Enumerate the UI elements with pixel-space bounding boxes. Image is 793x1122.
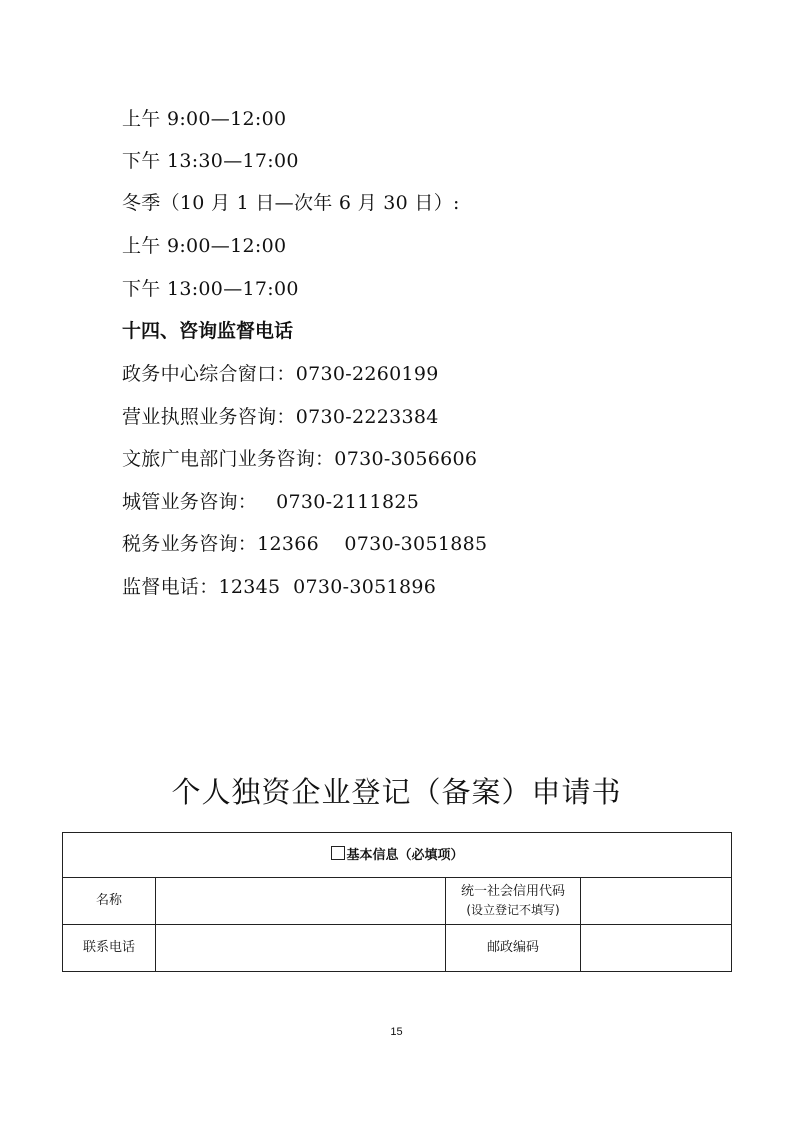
credit-code-label bbox=[446, 878, 581, 925]
credit-code-note: (设立登记不填写) bbox=[466, 903, 560, 917]
hours-summer-pm: 下午 13:30—17:00 bbox=[122, 150, 299, 172]
credit-code-field[interactable] bbox=[581, 878, 732, 925]
page-number: 15 bbox=[390, 1026, 403, 1038]
section-checkbox[interactable] bbox=[331, 846, 345, 860]
name-label: 名称 bbox=[63, 878, 156, 925]
contact-line: 税务业务咨询：12366 0730-3051885 bbox=[122, 533, 488, 555]
phone-field[interactable] bbox=[156, 925, 446, 972]
form-title: 个人独资企业登记（备案）申请书 bbox=[171, 775, 622, 809]
section-heading-contact: 十四、咨询监督电话 bbox=[122, 320, 294, 342]
contact-line: 文旅广电部门业务咨询：0730-3056606 bbox=[122, 448, 478, 470]
basic-info-table bbox=[62, 832, 732, 972]
section-header bbox=[63, 833, 732, 878]
credit-code-label-text: 统一社会信用代码 bbox=[460, 884, 565, 899]
table-row bbox=[63, 925, 732, 972]
contact-line: 政务中心综合窗口：0730-2260199 bbox=[122, 363, 439, 385]
postal-code-label: 邮政编码 bbox=[446, 925, 581, 972]
name-field[interactable] bbox=[156, 878, 446, 925]
contact-line: 城管业务咨询： 0730-2111825 bbox=[122, 491, 420, 513]
hours-winter-am: 上午 9:00—12:00 bbox=[122, 235, 287, 257]
table-row bbox=[63, 878, 732, 925]
hours-winter-pm: 下午 13:00—17:00 bbox=[122, 278, 299, 300]
postal-code-field[interactable] bbox=[581, 925, 732, 972]
contact-line: 营业执照业务咨询：0730-2223384 bbox=[122, 406, 439, 428]
phone-label: 联系电话 bbox=[63, 925, 156, 972]
section-header-label: 基本信息（必填项） bbox=[346, 847, 464, 863]
hours-winter-label: 冬季（10 月 1 日—次年 6 月 30 日）: bbox=[122, 192, 460, 214]
contact-line: 监督电话：12345 0730-3051896 bbox=[122, 576, 437, 598]
hours-summer-am: 上午 9:00—12:00 bbox=[122, 108, 287, 130]
